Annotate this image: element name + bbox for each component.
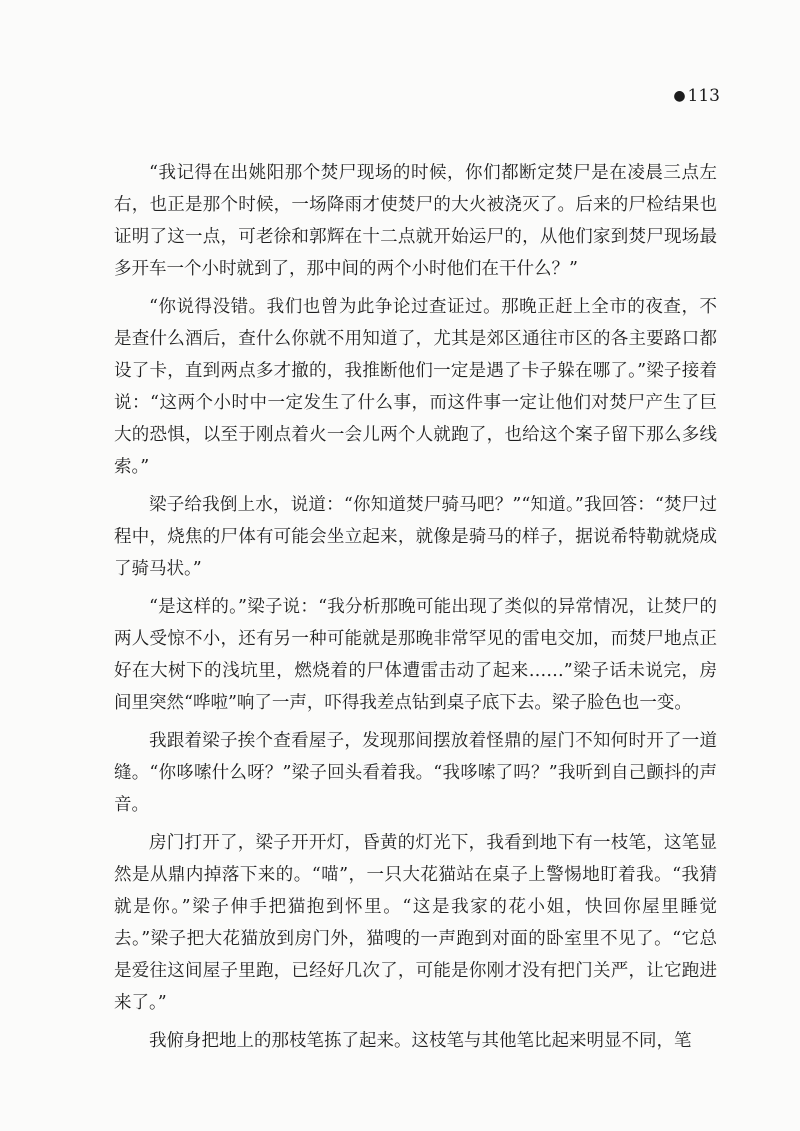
- paragraph: 我跟着梁子挨个查看屋子，发现那间摆放着怪鼎的屋门不知何时开了一道缝。“你哆嗦什么呀？”梁子回头看着我。“我哆嗦了吗？”我听到自己颤抖的声音。: [114, 731, 717, 815]
- body-text: [114, 157, 717, 1057]
- page-header: [0, 86, 720, 106]
- paragraph: 房门打开了，梁子开开灯，昏黄的灯光下，我看到地下有一枝笔，这笔显然是从鼎内掉落下来的。“喵”，一只大花猫站在桌子上警惕地盯着我。“我猜就是你。”梁子伸手把猫抱到怀里。“这是我家的花小姐，快回你屋里睡觉去。”梁子把大花猫放到房门外，猫嗖的一声跑到对面的卧室里不见了。“它总是爱往这间屋子里跑，已经好几次了，可能是你刚才没有把门关严，让它跑进来了。”: [114, 833, 717, 1013]
- bullet-icon: ●: [673, 88, 686, 104]
- paragraph: 梁子给我倒上水，说道：“你知道焚尸骑马吧？”“知道。”我回答：“焚尸过程中，烧焦的尸体有可能会坐立起来，就像是骑马的样子，据说希特勒就烧成了骑马状。”: [114, 495, 717, 579]
- paragraph: “我记得在出姚阳那个焚尸现场的时候，你们都断定焚尸是在凌晨三点左右，也正是那个时候，一场降雨才使焚尸的大火被浇灭了。后来的尸检结果也证明了这一点，可老徐和郭辉在十二点就开始运尸的，从他们家到焚尸现场最多开车一个小时就到了，那中间的两个小时他们在干什么？”: [114, 163, 717, 279]
- page-number: 113: [687, 86, 720, 106]
- paragraph: “是这样的。”梁子说：“我分析那晚可能出现了类似的异常情况，让焚尸的两人受惊不小，还有另一种可能就是那晚非常罕见的雷电交加，而焚尸地点正好在大树下的浅坑里，燃烧着的尸体遭雷击动了起来……”梁子话未说完，房间里突然“哗啦”响了一声，吓得我差点钻到桌子底下去。梁子脸色也一变。: [114, 597, 717, 713]
- paragraph: 我俯身把地上的那枝笔拣了起来。这枝笔与其他笔比起来明显不同，笔: [149, 1031, 692, 1051]
- paragraph: “你说得没错。我们也曾为此争论过查证过。那晚正赶上全市的夜查，不是查什么酒后，查什么你就不用知道了，尤其是郊区通往市区的各主要路口都设了卡，直到两点多才撤的，我推断他们一定是遇了卡子躲在哪了。”梁子接着说：“这两个小时中一定发生了什么事，而这件事一定让他们对焚尸产生了巨大的恐惧，以至于刚点着火一会儿两个人就跑了，也给这个案子留下那么多线索。”: [114, 297, 717, 477]
